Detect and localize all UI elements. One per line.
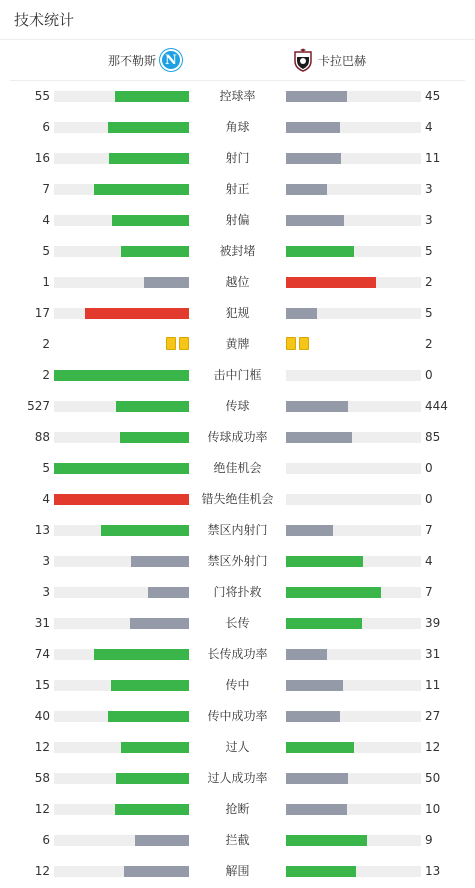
- home-value: 6: [42, 120, 50, 134]
- home-bar-track: [54, 773, 189, 784]
- stat-label: 禁区内射门: [207, 523, 268, 537]
- away-team-name: 卡拉巴赫: [318, 53, 367, 68]
- home-bar-fill: [94, 649, 189, 660]
- home-bar-fill: [148, 587, 189, 598]
- stat-row: [0, 329, 475, 360]
- stat-row: [0, 856, 475, 887]
- away-bar-track: [286, 618, 421, 629]
- home-value: 5: [42, 244, 50, 258]
- home-bar-track: [54, 308, 189, 319]
- home-bar-fill: [54, 370, 189, 381]
- stat-label: 绝佳机会: [213, 461, 262, 475]
- yellow-card-icon: [166, 337, 176, 350]
- home-bar-track: [54, 804, 189, 815]
- away-bar-fill: [286, 184, 327, 195]
- away-value: 444: [425, 399, 448, 413]
- away-value: 12: [425, 740, 441, 754]
- yellow-card-icon: [286, 337, 296, 350]
- stat-label: 黄牌: [225, 337, 250, 351]
- away-value: 0: [425, 461, 433, 475]
- stat-label: 射偏: [225, 213, 250, 227]
- home-team[interactable]: [108, 40, 182, 80]
- stat-label: 射门: [225, 151, 250, 165]
- away-value: 45: [425, 89, 441, 103]
- home-yellow-cards: [166, 337, 189, 350]
- away-value: 4: [425, 554, 433, 568]
- away-bar-track: [286, 556, 421, 567]
- away-value: 3: [425, 213, 433, 227]
- away-value: 0: [425, 368, 433, 382]
- home-bar-track: [54, 91, 189, 102]
- stat-label: 射正: [225, 182, 250, 196]
- stat-row: [0, 701, 475, 732]
- stat-label: 击中门框: [213, 368, 262, 382]
- stat-row: [0, 298, 475, 329]
- home-value: 2: [42, 337, 50, 351]
- home-bar-fill: [131, 556, 189, 567]
- stat-row: [0, 143, 475, 174]
- home-bar-track: [54, 711, 189, 722]
- home-bar-track: [54, 215, 189, 226]
- home-value: 3: [42, 585, 50, 599]
- home-bar-fill: [116, 401, 189, 412]
- home-bar-fill: [108, 711, 189, 722]
- away-value: 4: [425, 120, 433, 134]
- stat-row: [0, 267, 475, 298]
- away-value: 11: [425, 151, 441, 165]
- stat-row: [0, 112, 475, 143]
- away-value: 0: [425, 492, 433, 506]
- away-bar-fill: [286, 866, 356, 877]
- away-value: 50: [425, 771, 441, 785]
- home-value: 16: [34, 151, 50, 165]
- away-bar-track: [286, 494, 421, 505]
- stat-row: [0, 763, 475, 794]
- away-bar-track: [286, 432, 421, 443]
- away-team[interactable]: [292, 40, 366, 80]
- away-bar-fill: [286, 277, 376, 288]
- home-bar-fill: [135, 835, 189, 846]
- home-bar-track: [54, 494, 189, 505]
- away-bar-fill: [286, 711, 340, 722]
- stat-label: 长传: [225, 616, 250, 630]
- home-bar-fill: [120, 432, 189, 443]
- stat-row: [0, 515, 475, 546]
- stat-row: [0, 639, 475, 670]
- away-value: 39: [425, 616, 441, 630]
- home-bar-track: [54, 742, 189, 753]
- away-bar-fill: [286, 525, 333, 536]
- home-value: 58: [34, 771, 50, 785]
- home-bar-track: [54, 432, 189, 443]
- home-bar-fill: [101, 525, 189, 536]
- home-value: 7: [42, 182, 50, 196]
- home-value: 88: [34, 430, 50, 444]
- stat-label: 传球: [225, 399, 250, 413]
- home-bar-track: [54, 277, 189, 288]
- home-bar-fill: [121, 246, 189, 257]
- stat-row: [0, 825, 475, 856]
- home-value: 40: [34, 709, 50, 723]
- stat-row: [0, 794, 475, 825]
- away-bar-fill: [286, 401, 348, 412]
- home-value: 2: [42, 368, 50, 382]
- home-bar-fill: [115, 91, 189, 102]
- home-value: 4: [42, 213, 50, 227]
- home-bar-track: [54, 835, 189, 846]
- home-value: 12: [34, 740, 50, 754]
- away-value: 7: [425, 523, 433, 537]
- stat-label: 错失绝佳机会: [201, 492, 274, 506]
- away-bar-fill: [286, 773, 348, 784]
- home-bar-track: [54, 587, 189, 598]
- away-bar-track: [286, 184, 421, 195]
- away-bar-fill: [286, 122, 340, 133]
- away-yellow-cards: [286, 337, 309, 350]
- home-bar-track: [54, 153, 189, 164]
- away-bar-track: [286, 215, 421, 226]
- away-bar-track: [286, 711, 421, 722]
- home-bar-fill: [94, 184, 189, 195]
- stat-row: [0, 360, 475, 391]
- stat-label: 控球率: [219, 89, 256, 103]
- away-bar-track: [286, 866, 421, 877]
- qarabag-logo-icon: [292, 48, 314, 72]
- section-header: [0, 0, 475, 40]
- away-bar-track: [286, 742, 421, 753]
- away-bar-track: [286, 463, 421, 474]
- home-bar-fill: [130, 618, 189, 629]
- home-bar-fill: [85, 308, 189, 319]
- away-value: 5: [425, 306, 433, 320]
- away-value: 2: [425, 337, 433, 351]
- home-bar-fill: [121, 742, 189, 753]
- stat-label: 解围: [225, 864, 250, 878]
- away-bar-fill: [286, 804, 347, 815]
- away-bar-track: [286, 525, 421, 536]
- home-value: 1: [42, 275, 50, 289]
- yellow-card-icon: [299, 337, 309, 350]
- home-bar-track: [54, 246, 189, 257]
- stat-row: [0, 236, 475, 267]
- stat-label: 被封堵: [219, 244, 256, 258]
- stat-row: [0, 205, 475, 236]
- away-bar-track: [286, 153, 421, 164]
- away-bar-fill: [286, 742, 354, 753]
- stat-row: [0, 174, 475, 205]
- stat-label: 长传成功率: [207, 647, 268, 661]
- home-value: 12: [34, 864, 50, 878]
- home-bar-fill: [124, 866, 189, 877]
- home-value: 15: [34, 678, 50, 692]
- home-bar-track: [54, 866, 189, 877]
- stat-label: 抢断: [225, 802, 250, 816]
- away-bar-fill: [286, 835, 367, 846]
- stat-row: [0, 391, 475, 422]
- away-bar-fill: [286, 649, 327, 660]
- away-bar-track: [286, 308, 421, 319]
- teams-header: [10, 40, 465, 81]
- stat-label: 门将扑救: [213, 585, 262, 599]
- home-bar-fill: [112, 215, 189, 226]
- away-bar-track: [286, 370, 421, 381]
- home-bar-fill: [109, 153, 189, 164]
- home-bar-track: [54, 370, 189, 381]
- away-bar-fill: [286, 246, 354, 257]
- home-bar-fill: [144, 277, 189, 288]
- home-value: 17: [34, 306, 50, 320]
- home-bar-fill: [116, 773, 189, 784]
- home-value: 12: [34, 802, 50, 816]
- home-bar-track: [54, 525, 189, 536]
- home-team-name: 那不勒斯: [107, 53, 156, 68]
- away-bar-track: [286, 246, 421, 257]
- home-value: 31: [34, 616, 50, 630]
- napoli-logo-icon: N: [160, 49, 182, 71]
- stat-row: [0, 484, 475, 515]
- away-value: 10: [425, 802, 441, 816]
- away-bar-track: [286, 122, 421, 133]
- away-bar-fill: [286, 618, 362, 629]
- away-bar-track: [286, 587, 421, 598]
- home-value: 527: [27, 399, 50, 413]
- away-value: 5: [425, 244, 433, 258]
- home-bar-track: [54, 463, 189, 474]
- away-value: 9: [425, 833, 433, 847]
- home-bar-track: [54, 649, 189, 660]
- away-value: 2: [425, 275, 433, 289]
- home-value: 4: [42, 492, 50, 506]
- stat-label: 传中成功率: [207, 709, 268, 723]
- home-bar-fill: [54, 463, 189, 474]
- away-value: 11: [425, 678, 441, 692]
- away-bar-track: [286, 91, 421, 102]
- away-bar-track: [286, 277, 421, 288]
- home-value: 3: [42, 554, 50, 568]
- stat-label: 禁区外射门: [207, 554, 268, 568]
- away-bar-fill: [286, 91, 347, 102]
- stat-row: [0, 608, 475, 639]
- away-bar-fill: [286, 432, 352, 443]
- away-bar-track: [286, 804, 421, 815]
- home-value: 74: [34, 647, 50, 661]
- home-bar-track: [54, 618, 189, 629]
- home-bar-track: [54, 556, 189, 567]
- away-bar-track: [286, 773, 421, 784]
- away-bar-track: [286, 835, 421, 846]
- home-value: 6: [42, 833, 50, 847]
- stat-label: 过人: [225, 740, 250, 754]
- stat-row: [0, 546, 475, 577]
- stat-label: 传球成功率: [207, 430, 268, 444]
- stat-label: 越位: [225, 275, 250, 289]
- stat-label: 犯规: [225, 306, 250, 320]
- away-bar-fill: [286, 587, 381, 598]
- stat-row: [0, 670, 475, 701]
- away-bar-track: [286, 649, 421, 660]
- home-value: 13: [34, 523, 50, 537]
- away-value: 85: [425, 430, 441, 444]
- stat-row: [0, 81, 475, 112]
- away-value: 27: [425, 709, 441, 723]
- away-bar-fill: [286, 308, 317, 319]
- stat-row: [0, 422, 475, 453]
- stat-row: [0, 732, 475, 763]
- home-bar-track: [54, 122, 189, 133]
- home-bar-fill: [108, 122, 189, 133]
- away-bar-track: [286, 401, 421, 412]
- home-value: 55: [34, 89, 50, 103]
- home-bar-track: [54, 401, 189, 412]
- stat-label: 角球: [225, 120, 250, 134]
- away-bar-fill: [286, 215, 344, 226]
- away-bar-fill: [286, 680, 343, 691]
- home-value: 5: [42, 461, 50, 475]
- page-title: 技术统计: [14, 11, 75, 29]
- away-value: 7: [425, 585, 433, 599]
- away-bar-fill: [286, 556, 363, 567]
- stat-label: 拦截: [225, 833, 250, 847]
- yellow-card-icon: [179, 337, 189, 350]
- away-bar-fill: [286, 153, 341, 164]
- home-bar-fill: [115, 804, 189, 815]
- home-bar-fill: [54, 494, 189, 505]
- home-bar-track: [54, 680, 189, 691]
- stat-row: [0, 577, 475, 608]
- away-value: 13: [425, 864, 441, 878]
- home-bar-track: [54, 184, 189, 195]
- stat-label: 传中: [225, 678, 250, 692]
- stat-row: [0, 453, 475, 484]
- away-value: 3: [425, 182, 433, 196]
- stat-label: 过人成功率: [207, 771, 268, 785]
- home-bar-fill: [111, 680, 189, 691]
- away-value: 31: [425, 647, 441, 661]
- away-bar-track: [286, 680, 421, 691]
